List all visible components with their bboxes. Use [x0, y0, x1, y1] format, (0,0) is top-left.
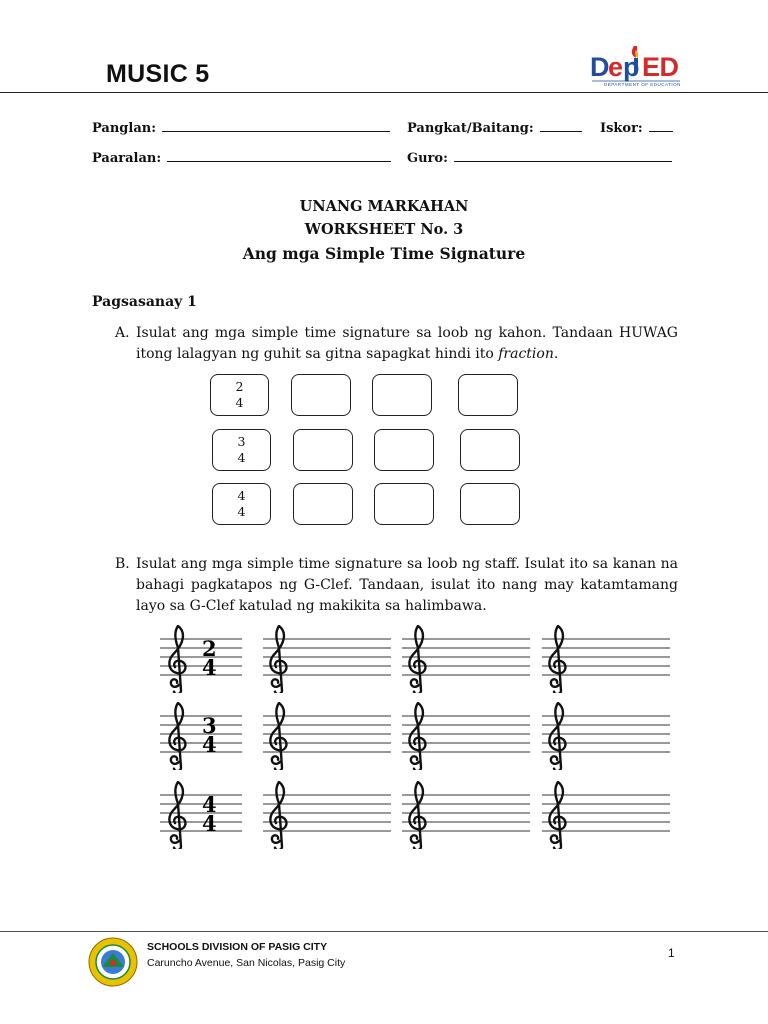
footer-address: Caruncho Avenue, San Nicolas, Pasig City	[147, 957, 346, 969]
time-signature-numerator: 4	[202, 792, 217, 817]
quarter-title: UNANG MARKAHAN	[299, 198, 469, 215]
part-b-instructions: Isulat ang mga simple time signature sa loob ng staff. Isulat ito sa kanan na bahagi pagkatapos ng G-Clef. Tandaan, isulat ito nang may katamtamang layo sa G-Clef katulad ng makikita sa halimbawa.	[136, 556, 678, 614]
footer-divider	[0, 931, 768, 932]
grade-label: Pangkat/Baitang:	[407, 121, 534, 136]
staff-answer[interactable]	[542, 702, 670, 770]
time-signature-denominator: 4	[202, 811, 217, 836]
time-signature-denominator: 4	[202, 655, 217, 680]
time-signature-numerator: 3	[202, 713, 217, 738]
box-numerator: 2	[235, 379, 244, 394]
treble-clef-icon	[549, 782, 565, 849]
name-field	[92, 119, 390, 136]
svg-text:p: p	[623, 52, 639, 82]
score-label: Iskor:	[600, 121, 643, 136]
treble-clef-icon	[270, 782, 286, 849]
school-field	[92, 149, 391, 166]
score-input-line[interactable]	[649, 119, 673, 132]
treble-clef-icon	[409, 782, 425, 849]
exercise-label: Pagsasanay 1	[92, 294, 197, 310]
part-a-instructions	[136, 323, 678, 365]
header-divider	[0, 92, 768, 93]
example-box-4-4	[212, 483, 271, 525]
treble-clef-icon	[270, 626, 286, 693]
staff-example	[160, 781, 242, 849]
footer-division-name: SCHOOLS DIVISION OF PASIG CITY	[147, 941, 328, 953]
svg-text:e: e	[608, 52, 623, 82]
answer-box[interactable]	[460, 483, 520, 525]
treble-clef-icon	[549, 703, 565, 770]
svg-text:ED: ED	[642, 52, 679, 82]
staff-answer[interactable]	[542, 781, 670, 849]
answer-box[interactable]	[293, 483, 353, 525]
school-label: Paaralan:	[92, 151, 162, 166]
part-b-letter: B.	[115, 556, 130, 572]
staff-example	[160, 625, 242, 693]
box-denominator: 4	[237, 450, 246, 465]
example-box-3-4	[212, 429, 271, 471]
box-denominator: 4	[235, 395, 244, 410]
treble-clef-icon	[169, 703, 185, 770]
grade-field	[407, 119, 582, 136]
staff-answer[interactable]	[402, 702, 530, 770]
answer-box[interactable]	[374, 483, 434, 525]
answer-box[interactable]	[460, 429, 520, 471]
answer-box[interactable]	[458, 374, 518, 416]
part-a-text: Isulat ang mga simple time signature sa loob ng kahon. Tandaan HUWAG itong lalagyan ng guhit sa gitna sapagkat hindi ito	[136, 325, 678, 362]
treble-clef-icon	[549, 626, 565, 693]
answer-box[interactable]	[372, 374, 432, 416]
staff-answer[interactable]	[263, 781, 391, 849]
school-input-line[interactable]	[167, 149, 391, 162]
staff-example	[160, 702, 242, 770]
treble-clef-icon	[169, 626, 185, 693]
answer-box[interactable]	[291, 374, 351, 416]
box-numerator: 4	[237, 488, 246, 503]
answer-box[interactable]	[293, 429, 353, 471]
deped-logo	[590, 40, 690, 90]
staff-answer[interactable]	[402, 781, 530, 849]
division-seal	[88, 937, 138, 987]
treble-clef-icon	[270, 703, 286, 770]
part-a-emphasis: fraction	[498, 346, 554, 362]
score-field	[600, 119, 673, 136]
subject-title: MUSIC 5	[106, 60, 210, 88]
part-a-period: .	[553, 346, 559, 362]
box-numerator: 3	[237, 434, 246, 449]
svg-text:D: D	[590, 52, 609, 82]
topic-title: Ang mga Simple Time Signature	[242, 244, 526, 263]
teacher-label: Guro:	[407, 151, 448, 166]
division-seal-icon	[88, 937, 138, 987]
treble-clef-icon	[409, 703, 425, 770]
staff-answer[interactable]	[402, 625, 530, 693]
part-a-letter: A.	[115, 325, 130, 341]
name-input-line[interactable]	[162, 119, 390, 132]
treble-clef-icon	[169, 782, 185, 849]
teacher-input-line[interactable]	[454, 149, 672, 162]
page-number: 1	[668, 946, 675, 960]
name-label: Panglan:	[92, 121, 157, 136]
worksheet-title: WORKSHEET No. 3	[304, 221, 464, 238]
treble-clef-icon	[409, 626, 425, 693]
grade-input-line[interactable]	[540, 119, 582, 132]
example-box-2-4	[210, 374, 269, 416]
time-signature-numerator: 2	[202, 636, 217, 661]
staff-answer[interactable]	[263, 625, 391, 693]
logo-caption: DEPARTMENT OF EDUCATION	[604, 82, 681, 87]
answer-box[interactable]	[374, 429, 434, 471]
teacher-field	[407, 149, 672, 166]
box-denominator: 4	[237, 504, 246, 519]
staff-answer[interactable]	[542, 625, 670, 693]
staff-answer[interactable]	[263, 702, 391, 770]
time-signature-denominator: 4	[202, 732, 217, 757]
